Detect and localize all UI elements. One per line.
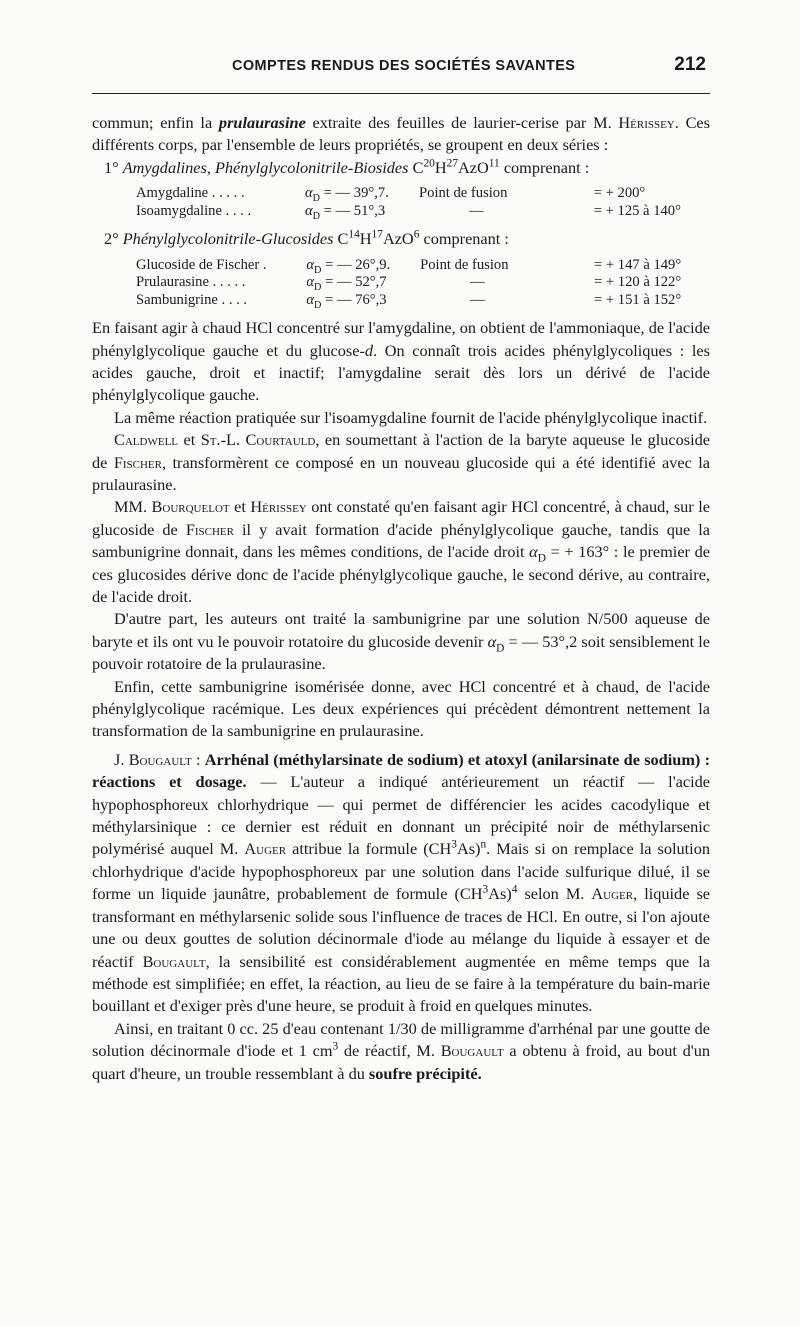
series-name: Phénylglycolonitrile-Glucosides	[122, 229, 334, 249]
alpha-symbol: α	[306, 274, 315, 291]
table-row	[136, 203, 710, 221]
article-title: Arrhénal (méthylarsinate de sodium) et atoxyl (anilarsinate de sodium) : réactions et dosage.	[92, 749, 710, 792]
author-name: Bougault	[440, 1041, 504, 1061]
text-span: il y avait formation d'acide phénylglycolique gauche, tandis que la sambunigrine donnait, dans les mêmes conditions, de l'acide droit	[92, 519, 711, 562]
formula-sup: 3	[451, 839, 457, 852]
melting-point-cell: = + 200°	[593, 185, 646, 202]
page-number: 212	[674, 54, 706, 75]
compound-name-cell: Isoamygdaline . . . .	[136, 202, 252, 219]
text-span: comprenant :	[419, 229, 509, 249]
intro-paragraph	[92, 112, 710, 157]
rotation-value: = — 51°,3	[320, 202, 386, 219]
text-span: extraite des feuilles de laurier-cerise par M.	[305, 113, 619, 132]
formula-sup: 14	[348, 228, 360, 241]
paragraph-isoamygdaline: La même réaction pratiquée sur l'isoamygdaline fournit de l'acide phénylglycolique inactif.	[114, 407, 708, 427]
text-span: et	[229, 497, 251, 517]
formula-sup: 3	[482, 883, 489, 896]
subscript: D	[314, 282, 322, 294]
melting-label-cell: —	[470, 291, 485, 308]
page-header	[92, 54, 712, 82]
text-span: H	[434, 157, 447, 177]
author-name: Auger	[244, 839, 287, 859]
formula-sup: 27	[446, 157, 459, 170]
subscript: D	[314, 299, 322, 311]
text-span: de réactif, M.	[338, 1041, 441, 1061]
alpha-symbol: α	[304, 202, 313, 219]
compound-name-cell: Glucoside de Fischer .	[136, 256, 267, 273]
author-name: Bourquelot	[151, 497, 230, 517]
running-title: COMPTES RENDUS DES SOCIÉTÉS SAVANTES	[232, 58, 576, 74]
compound-name-cell: Sambunigrine . . . .	[136, 291, 248, 308]
formula-sup: 17	[371, 228, 383, 241]
melting-label-cell: —	[469, 202, 484, 219]
alpha-symbol: α	[306, 256, 315, 273]
author-name: Caldwell	[114, 430, 179, 450]
author-name: Fischer	[185, 519, 234, 539]
formula-sup: 11	[488, 157, 500, 170]
text-span: , en soumettant à l'action de la baryte aqueuse le glucoside de	[92, 430, 710, 472]
author-name: St.-L. Courtauld	[200, 430, 316, 450]
subscript: D	[314, 264, 322, 276]
author-name: Hérissey	[250, 497, 307, 517]
text-span: a obtenu à froid, au bout d'un quart d'heure, un trouble ressemblant à du	[92, 1041, 710, 1083]
body-text	[92, 112, 710, 1085]
rotation-cell	[305, 203, 419, 221]
rotation-value: = — 76°,3	[321, 291, 387, 308]
rotation-cell	[306, 274, 420, 292]
rotation-value: = — 26°,9.	[321, 256, 391, 273]
melting-label-cell: Point de fusion	[419, 185, 508, 202]
subscript: D	[312, 210, 321, 222]
author-name: Hérissey	[618, 113, 675, 132]
text-span: ont constaté qu'en faisant agir HCl concentré, à chaud, sur le glucoside de	[92, 497, 710, 539]
paragraph-enfin: Enfin, cette sambunigrine isomérisée donne, avec HCl concentré et à chaud, de l'acide phénylglycolique racémique. Les deux expériences qui précèdent démontrent nettement la transformation de la sambunigrine en prulaurasine.	[92, 676, 710, 741]
table-row	[136, 257, 710, 275]
text-span: . On connaît trois acides phénylglycoliques : les acides gauche, droit et inactif; l'amygdaline serait dès lors un dérivé de l'acide phénylglycolique gauche.	[92, 340, 710, 405]
text-span: . Mais si on remplace la solution chlorhydrique d'acide hypophosphoreux par une solution dans l'acide sulfurique dilué, il se forme un liquide jaunâtre, probablement de formule (CH	[92, 839, 710, 904]
text-span: selon M.	[517, 884, 592, 904]
melting-point-cell: = + 120 à 122°	[594, 274, 682, 291]
melting-label-cell: Point de fusion	[420, 256, 509, 273]
text-span: et	[178, 430, 201, 450]
subscript: D	[496, 642, 505, 655]
series-2-table	[136, 257, 710, 310]
paragraph-autre-part	[92, 608, 710, 675]
subscript: D	[312, 193, 321, 205]
text-span: As)	[456, 839, 481, 859]
series-name: Amygdalines, Phénylglycolonitrile-Biosides	[122, 157, 409, 177]
text-span: Ainsi, en traitant 0 cc. 25 d'eau contenant 1/30 de milligramme d'arrhénal par une goutte de solution décinormale d'iode et 1 cm	[92, 1018, 710, 1061]
author-name: Fischer	[113, 452, 162, 472]
header-rule	[92, 93, 710, 94]
text-span: commun; enfin la	[92, 113, 219, 132]
formula-sup: 6	[413, 228, 420, 241]
compound-name: prulaurasine	[218, 113, 306, 132]
compound-name-cell: Amygdaline . . . . .	[136, 185, 245, 202]
text-span: H	[359, 229, 372, 249]
subscript: D	[537, 552, 546, 565]
rotation-value: = — 39°,7.	[320, 185, 389, 202]
alpha-symbol: α	[306, 291, 315, 308]
text-span: , transformèrent ce composé en un nouveau glucoside qui a été identifié avec la prulaurasine.	[92, 452, 710, 494]
text-span: C	[408, 157, 424, 177]
text-span: attribue la formule (CH	[286, 839, 452, 859]
italic-letter: d	[364, 340, 374, 360]
alpha-symbol: α	[529, 542, 538, 562]
compound-name-cell: Prulaurasine . . . . .	[136, 274, 246, 291]
text-span: = + 163° : le premier de ces glucosides dérive donc de l'acide phénylglycolique gauche, le second dérive, au contraire, de l'acide droit.	[92, 542, 710, 606]
rotation-cell	[305, 185, 419, 203]
table-row	[136, 292, 710, 310]
text-span: D'autre part, les auteurs ont traité la sambunigrine par une solution N/500 aqueuse de baryte et ils ont vu le pouvoir rotatoire du glucoside devenir	[92, 609, 710, 651]
bold-text: soufre précipité.	[368, 1063, 482, 1083]
text-span: 2°	[104, 229, 123, 249]
paragraph-amygdaline-reaction	[92, 317, 710, 407]
paragraph-bourquelot	[92, 496, 710, 608]
text-span: J.	[114, 749, 129, 769]
melting-label-cell: —	[470, 274, 485, 291]
paragraph-bougault	[92, 749, 710, 1018]
paragraph-ainsi	[92, 1018, 710, 1085]
formula-sup: n	[480, 839, 487, 852]
formula-sup: 20	[423, 157, 435, 170]
formula-sup: 3	[332, 1040, 339, 1053]
melting-point-cell: = + 151 à 152°	[594, 291, 682, 308]
text-span: As)	[488, 884, 512, 904]
alpha-symbol: α	[487, 631, 497, 651]
text-span: AzO	[382, 229, 414, 249]
series-1-title	[92, 157, 710, 179]
text-span: — L'auteur a indiqué antérieurement un réactif — l'acide hypophosphoreux chlorhydrique — qui permet de différencier les acides cacodylique et méthylarsinique : ce dernier est réduit en donnant un précipité noir de méthylarsenic polymérisé auquel M.	[92, 772, 710, 859]
text-span: 1°	[104, 157, 123, 177]
text-span: = — 53°,2 soit sensiblement le pouvoir rotatoire de la prulaurasine.	[92, 631, 711, 674]
formula-sup: 4	[511, 883, 518, 896]
text-span: C	[333, 229, 349, 249]
rotation-value: = — 52°,7	[321, 274, 387, 291]
author-name: Bougault	[128, 749, 192, 769]
text-span: , liquide se transformant en méthylarsenic solide sous l'influence de traces de HCl. En outre, si l'on ajoute une ou deux gouttes de solution décinormale d'iode au mélange du liquide à essayer et de réactif	[92, 884, 711, 971]
author-name: Bougault	[142, 951, 206, 971]
table-row	[136, 185, 710, 203]
table-row	[136, 274, 710, 292]
text-span: , la sensibilité est considérablement augmentée en même temps que la méthode est simplifiée; en effet, la réaction, au lieu de se faire à la température du bain-marie bouillant et d'exiger près d'une heure, se produit à froid en quelques minutes.	[92, 951, 710, 1016]
melting-point-cell: = + 125 à 140°	[593, 202, 681, 219]
text-span: MM.	[114, 497, 152, 517]
series-2-title	[92, 228, 710, 250]
text-span: . Ces différents corps, par l'ensemble de leurs propriétés, se groupent en deux séries :	[92, 113, 710, 155]
rotation-cell	[306, 257, 420, 275]
text-span: comprenant :	[499, 157, 590, 177]
text-span: :	[191, 749, 205, 769]
text-span: En faisant agir à chaud HCl concentré sur l'amygdaline, on obtient de l'ammoniaque, de l'acide phénylglycolique gauche et du glucose-	[92, 318, 710, 360]
series-1-table	[136, 185, 710, 220]
text-span: AzO	[458, 157, 489, 177]
paragraph-caldwell	[92, 429, 710, 496]
alpha-symbol: α	[304, 185, 313, 202]
rotation-cell	[306, 292, 420, 310]
melting-point-cell: = + 147 à 149°	[594, 256, 682, 273]
author-name: Auger	[591, 884, 634, 904]
